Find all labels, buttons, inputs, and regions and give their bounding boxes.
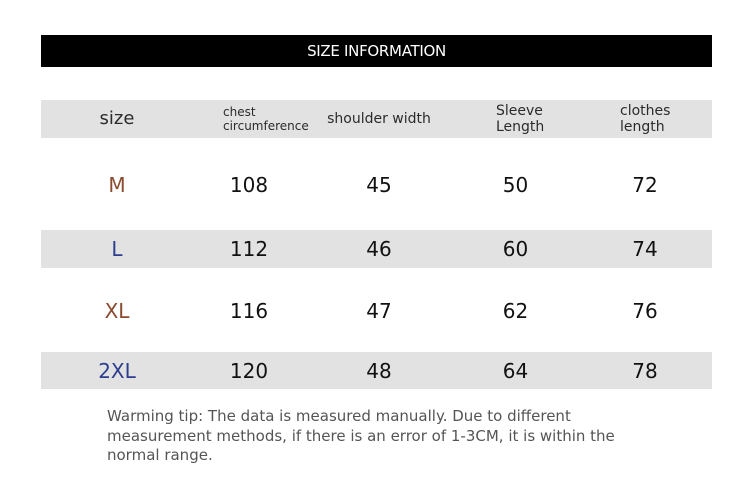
header-sleeve: Sleeve Length: [496, 102, 545, 135]
shoulder-value: 46: [366, 237, 392, 261]
clothes-value: 72: [632, 173, 658, 197]
clothes-value: 74: [632, 237, 658, 261]
table-row: [41, 352, 712, 389]
size-label: XL: [104, 299, 130, 323]
header-chest: chest circumference: [223, 104, 309, 133]
header-row: [41, 100, 712, 138]
title-bar: [41, 35, 712, 67]
size-label: L: [111, 237, 123, 261]
page-title: SIZE INFORMATION: [307, 42, 446, 60]
size-label: M: [108, 173, 126, 197]
table-row: [41, 166, 712, 204]
sleeve-value: 64: [502, 358, 529, 383]
sleeve-value: 50: [502, 173, 529, 197]
clothes-value: 76: [632, 299, 658, 323]
sleeve-value: 62: [502, 299, 529, 323]
chest-value: 112: [229, 237, 269, 261]
header-size: size: [99, 107, 135, 129]
chest-value: 120: [229, 358, 269, 383]
chest-value: 116: [229, 299, 269, 323]
shoulder-value: 48: [366, 358, 392, 383]
size-label: 2XL: [98, 358, 136, 383]
sleeve-value: 60: [502, 237, 529, 261]
clothes-value: 78: [632, 358, 658, 383]
warming-tip: Warming tip: The data is measured manually. Due to different measurement methods, if there is an error of 1-3CM, it is within the normal range.: [107, 407, 615, 464]
header-clothes: clothes length: [620, 102, 671, 135]
shoulder-value: 45: [366, 173, 392, 197]
shoulder-value: 47: [366, 299, 392, 323]
chest-value: 108: [229, 173, 269, 197]
table-row: [41, 292, 712, 330]
header-shoulder: shoulder width: [327, 110, 431, 127]
table-row: [41, 230, 712, 268]
